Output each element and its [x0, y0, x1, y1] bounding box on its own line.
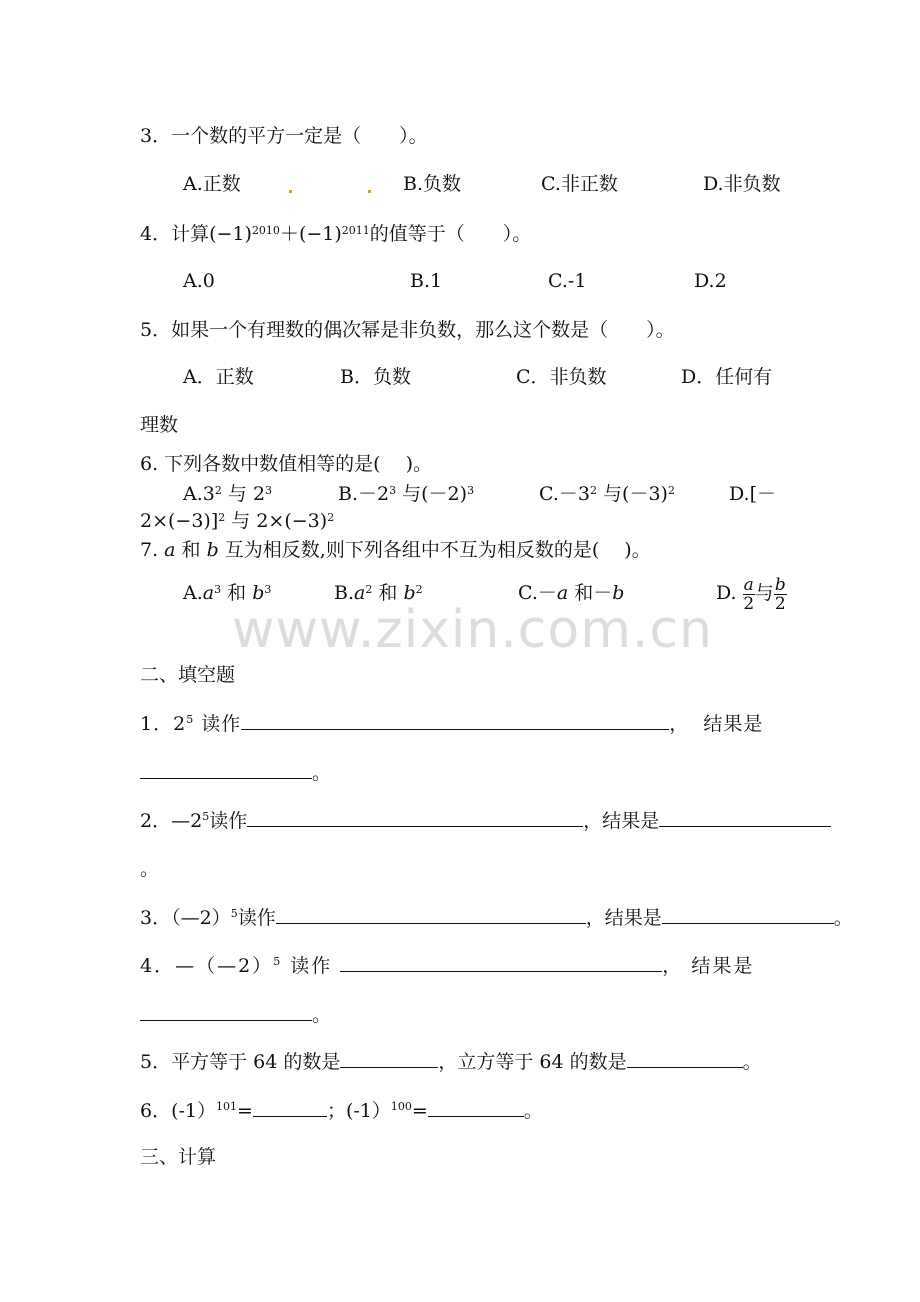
- answer-blank[interactable]: [247, 808, 583, 827]
- q4-option-d: D.2: [694, 270, 727, 292]
- answer-blank[interactable]: [340, 1049, 438, 1068]
- answer-blank[interactable]: [659, 808, 831, 827]
- answer-blank[interactable]: [340, 953, 662, 972]
- q6-option-b: $B.-2^3$ 与$(-2)^3$: [338, 483, 475, 505]
- answer-blank[interactable]: [276, 905, 586, 924]
- question-3-stem: 3．一个数的平方一定是（ ）。: [140, 125, 428, 147]
- answer-blank[interactable]: [428, 1098, 524, 1117]
- q6-option-d: D.[－: [729, 483, 777, 505]
- section-calculation-heading: 三、计算: [140, 1146, 217, 1168]
- q5-option-d: D．任何有: [681, 366, 773, 388]
- fill-5: 5．平方等于 64 的数是 ，立方等于 64 的数是 。: [140, 1051, 762, 1073]
- answer-blank[interactable]: [253, 1098, 327, 1117]
- q7-option-c: C.－a 和－b: [518, 582, 625, 604]
- q4-option-b: B.1: [410, 270, 443, 292]
- section-fill-in-heading: 二、填空题: [140, 664, 236, 686]
- fill-6: 6．(-1）$^{101}$= ；(-1）$^{100}$= 。: [140, 1100, 543, 1122]
- q5-option-d-continued: 理数: [140, 414, 179, 436]
- q5-option-b: B．负数: [340, 366, 411, 388]
- question-6-stem: 6. 下列各数中数值相等的是( )。: [140, 453, 433, 475]
- q7-option-d: D. $\frac{a}{2}$ 与 $\frac{b}{2}$: [716, 574, 786, 614]
- q3-option-a: A.正数: [183, 173, 241, 195]
- fill-1: 1．$2^5$ 读作 ， 结果是: [140, 713, 764, 735]
- fraction-b-over-2: $\frac{b}{2}$: [774, 574, 786, 614]
- question-5-stem: 5．如果一个有理数的偶次幂是非负数，那么这个数是（ ）。: [140, 319, 675, 341]
- q4-option-a: A.0: [183, 270, 215, 292]
- fill-4-continued: 。: [140, 1002, 331, 1027]
- watermark: www.zixin.com.cn: [232, 600, 713, 660]
- q6-option-c: $C.-3^2$ 与$(-3)^2$: [539, 483, 675, 505]
- question-4-stem: 4．计算$(-1)^{2010}+(-1)^{2011}$的值等于（ ）。: [140, 223, 532, 245]
- fill-2-continued: 。: [140, 858, 160, 880]
- q7-option-b: $B.a^2$ 和 $b^2$: [334, 582, 423, 604]
- answer-blank[interactable]: [662, 905, 834, 924]
- answer-blank[interactable]: [241, 711, 669, 730]
- q6-option-a: $A.3^2$ 与 $2^3$: [183, 483, 273, 505]
- question-7-stem: 7. a 和 b 互为相反数,则下列各组中不互为相反数的是( )。: [140, 539, 651, 561]
- q3-option-b: B.负数: [403, 173, 462, 195]
- q7-option-a: $A.a^3$ 和 $b^3$: [183, 582, 272, 604]
- answer-blank[interactable]: [140, 1002, 312, 1021]
- answer-blank[interactable]: [140, 760, 312, 779]
- q6-option-d-continued: 2×(−3)]$^2$ 与 $2\times(-3)^2$: [140, 510, 335, 532]
- q4-option-c: C.-1: [548, 270, 587, 292]
- q3-option-d: D.非负数: [703, 173, 781, 195]
- fill-3: 3．（—2）$^5$读作 ，结果是 。: [140, 907, 853, 929]
- q5-option-c: C．非负数: [516, 366, 607, 388]
- fill-1-continued: 。: [140, 760, 331, 785]
- answer-blank[interactable]: [627, 1049, 743, 1068]
- mark-dot: [368, 190, 371, 193]
- q3-option-c: C.非正数: [541, 173, 618, 195]
- mark-dot: [289, 190, 292, 193]
- fraction-a-over-2: $\frac{a}{2}$: [743, 574, 755, 614]
- fill-2: 2．$—2^5$读作 ，结果是: [140, 808, 831, 833]
- q5-option-a: A．正数: [183, 366, 254, 388]
- fill-4: 4．—（—2）$^5$ 读作 ， 结果是: [140, 955, 755, 977]
